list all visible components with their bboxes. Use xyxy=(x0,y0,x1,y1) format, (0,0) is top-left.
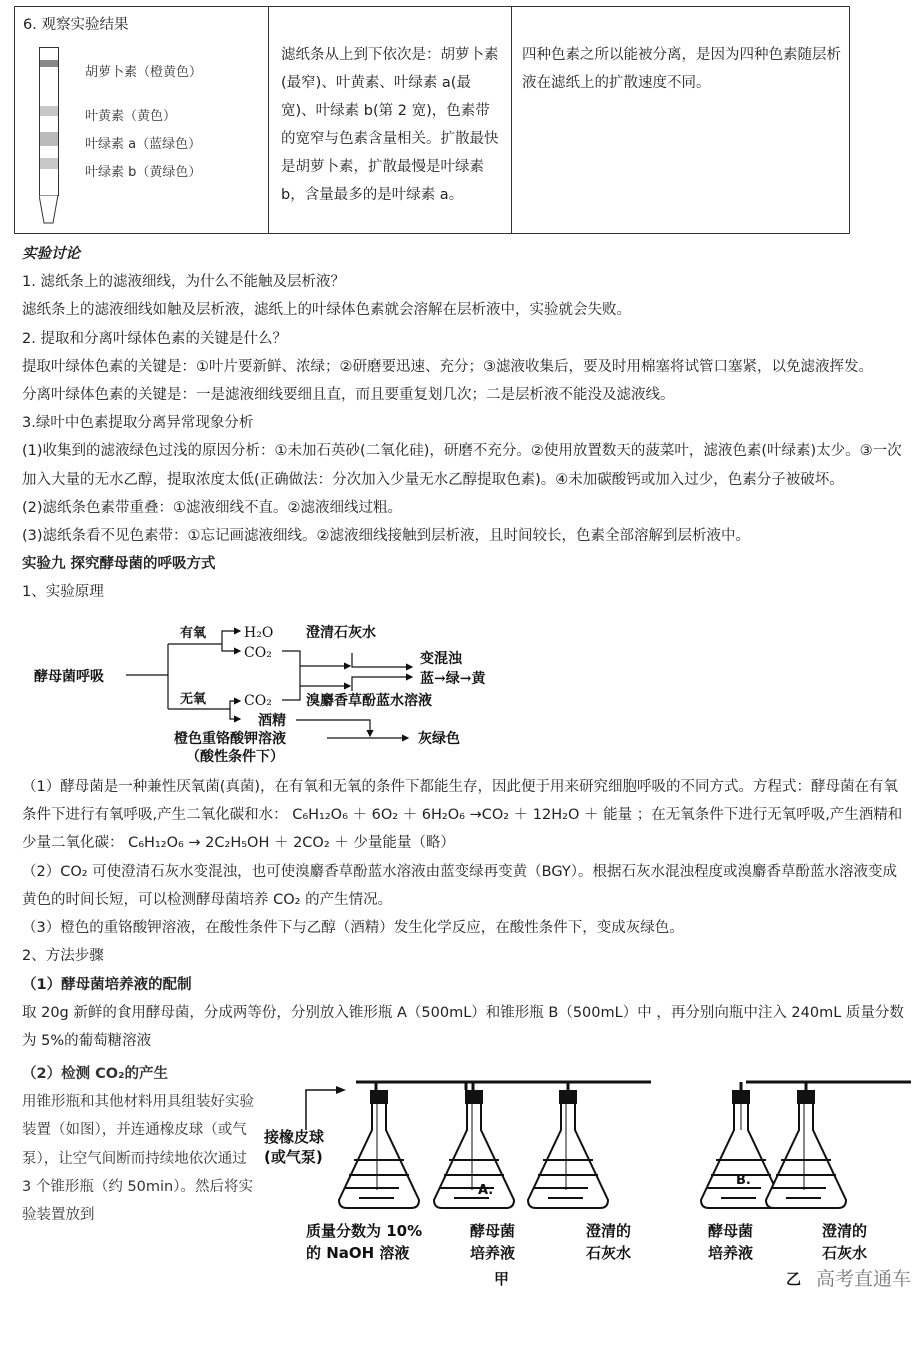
principle-paragraph: （1）酵母菌是一种兼性厌氧菌(真菌)，在有氧和无氧的条件下都能生存，因此便于用来研究细胞呼吸的不同方式。方程式：酵母菌在有氧条件下进行有氧呼吸,产生二氧化碳和水： C₆H₁₂O₆ ＋ 6O₂ ＋ 6H₂O₆ →CO₂ ＋ 12H₂O ＋ 能量 ；在无氧条件下进行无氧呼吸,产生酒精和少量二氧化碳： C₆H₁₂O₆ → 2C₂H₅OH ＋ 2CO₂ ＋ 少量能量（略） xyxy=(22,778,903,852)
cell-title: 6. 观察实验结果 xyxy=(23,17,129,33)
flask-label: 的 NaOH 溶液 xyxy=(306,1243,410,1262)
diagram-co2: CO₂ xyxy=(244,644,272,661)
principle-paragraph: （2）CO₂ 可使澄清石灰水变混浊，也可使溴麝香草酚蓝水溶液由蓝变绿再变黄（BGY）。根据石灰水混浊程度或溴麝香草酚蓝水溶液变成黄色的时间长短，可以检测酵母菌培养 CO₂ 的产生情况。 xyxy=(22,863,897,908)
methods-heading: 2、方法步骤 xyxy=(22,948,104,965)
respiration-diagram xyxy=(0,611,620,765)
discussion-heading: 实验讨论 xyxy=(22,246,80,262)
flask-naoh-icon xyxy=(339,1090,419,1208)
flask-limewater-icon xyxy=(766,1090,846,1208)
diagram-graygreen: 灰绿色 xyxy=(418,730,460,747)
discussion-line: 分离叶绿体色素的关键是：一是滤液细线要细且直，而且要重复划几次；二是层析液不能没及滤液线。 xyxy=(22,387,675,404)
discussion-section xyxy=(22,240,902,607)
watermark: 高考直通车 xyxy=(816,1267,912,1290)
pigment-label: 叶黄素（黄色） xyxy=(85,109,177,124)
pump-label: (或气泵) xyxy=(264,1147,323,1166)
principle-heading: 1、实验原理 xyxy=(22,584,104,601)
apparatus-figure xyxy=(256,1060,916,1292)
diagram-aerobic: 有氧 xyxy=(180,625,207,641)
flask-label: 酵母菌 xyxy=(708,1221,754,1240)
method2-title: （2）检测 CO₂的产生 xyxy=(22,1065,168,1082)
method2-row xyxy=(0,1060,923,1292)
pigment-label: 叶绿素 a（蓝绿色） xyxy=(85,137,202,152)
flask-label: 石灰水 xyxy=(586,1243,632,1262)
diagram-limewater: 澄清石灰水 xyxy=(306,624,376,641)
flask-label: 质量分数为 10% xyxy=(306,1221,423,1240)
discussion-line: (2)滤纸条色素带重叠：①滤液细线不直。②滤液细线过粗。 xyxy=(22,499,403,516)
discussion-line: 2. 提取和分离叶绿体色素的关键是什么？ xyxy=(22,330,287,347)
method2-section xyxy=(22,1060,254,1230)
flask-letter: A. xyxy=(478,1182,494,1198)
setup-jia-label: 甲 xyxy=(494,1269,510,1288)
flask-label: 石灰水 xyxy=(822,1243,868,1262)
diagram-h2o: H₂O xyxy=(244,624,274,641)
diagram-alcohol: 酒精 xyxy=(258,712,286,729)
discussion-line: 滤纸条上的滤液细线如触及层析液，滤纸上的叶绿体色素就会溶解在层析液中，实验就会失败。 xyxy=(22,302,631,319)
flask-label: 澄清的 xyxy=(586,1221,632,1240)
diagram-co2: CO₂ xyxy=(244,692,272,709)
diagram-bromothymol: 溴麝香草酚蓝水溶液 xyxy=(306,692,432,709)
flask-limewater-icon xyxy=(528,1090,608,1208)
apparatus-figure-wrap xyxy=(256,1060,916,1292)
flask-label: 培养液 xyxy=(470,1243,516,1262)
method2-text: 用锥形瓶和其他材料用具组装好实验装置（如图），并连通橡皮球（或气泵），让空气间断而持续地依次通过 3 个锥形瓶（约 50min）。然后将实验装置放到 xyxy=(22,1093,254,1224)
flask-label: 酵母菌 xyxy=(470,1221,516,1240)
discussion-line: (1)收集到的滤液绿色过浅的原因分析：①未加石英砂(二氧化硅)，研磨不充分。②使用放置数天的菠菜叶，滤液色素(叶绿素)太少。③一次加入大量的无水乙醇，提取浓度太低(正确做法：分次加入少量无水乙醇提取色素)。④未加碳酸钙或加入过少，色素分子被破坏。 xyxy=(22,443,902,488)
reason-text: 四种色素之所以能被分离，是因为四种色素随层析液在滤纸上的扩散速度不同。 xyxy=(522,47,841,91)
diagram-acidic: （酸性条件下） xyxy=(186,748,284,765)
discussion-line: (3)滤纸条看不见色素带：①忘记画滤液细线。②滤液细线接触到层析液，且时间较长，色素全部溶解到层析液中。 xyxy=(22,528,751,545)
diagram-bgy: 蓝→绿→黄 xyxy=(420,670,486,687)
diagram-root: 酵母菌呼吸 xyxy=(34,668,104,685)
discussion-line: 3.绿叶中色素提取分离异常现象分析 xyxy=(22,415,254,432)
pigment-label: 胡萝卜素（橙黄色） xyxy=(85,65,203,80)
pump-label: 接橡皮球 xyxy=(264,1127,325,1146)
flask-yeast-b-icon xyxy=(701,1090,781,1208)
diagram-anaerobic: 无氧 xyxy=(180,691,207,707)
flask-label: 澄清的 xyxy=(822,1221,868,1240)
experiment-title: 实验九 探究酵母菌的呼吸方式 xyxy=(22,556,216,573)
flask-yeast-a-icon xyxy=(434,1090,514,1208)
discussion-line: 提取叶绿体色素的关键是：①叶片要新鲜、浓绿；②研磨要迅速、充分；③滤液收集后，要及时用棉塞将试管口塞紧，以免滤液挥发。 xyxy=(22,358,873,375)
flask-label: 培养液 xyxy=(708,1243,754,1262)
flask-letter: B. xyxy=(736,1172,751,1188)
setup-yi-label: 乙 xyxy=(786,1269,802,1288)
diagram-turbid: 变混浊 xyxy=(420,650,462,667)
description-text: 滤纸条从上到下依次是：胡萝卜素(最窄)、叶黄素、叶绿素 a(最宽)、叶绿素 b(第 2 宽)，色素带的宽窄与色素含量相关。扩散最快是胡萝卜素，扩散最慢是叶绿素 b，含量最多的是叶绿素 a。 xyxy=(281,47,499,203)
diagram-dichromate: 橙色重铬酸钾溶液 xyxy=(174,730,286,747)
method1-text: 取 20g 新鲜的食用酵母菌，分成两等份，分别放入锥形瓶 A（500mL）和锥形瓶 B（500mL）中 ，再分别向瓶中注入 240mL 质量分数为 5%的葡萄糖溶液 xyxy=(22,1005,904,1050)
method1-title: （1）酵母菌培养液的配制 xyxy=(22,976,192,993)
discussion-line: 1. 滤纸条上的滤液细线，为什么不能触及层析液？ xyxy=(22,274,345,291)
principle-section xyxy=(22,773,906,1056)
principle-paragraph: （3）橙色的重铬酸钾溶液，在酸性条件下与乙醇（酒精）发生化学反应，在酸性条件下，变成灰绿色。 xyxy=(22,920,684,937)
pigment-label: 叶绿素 b（黄绿色） xyxy=(85,165,202,180)
